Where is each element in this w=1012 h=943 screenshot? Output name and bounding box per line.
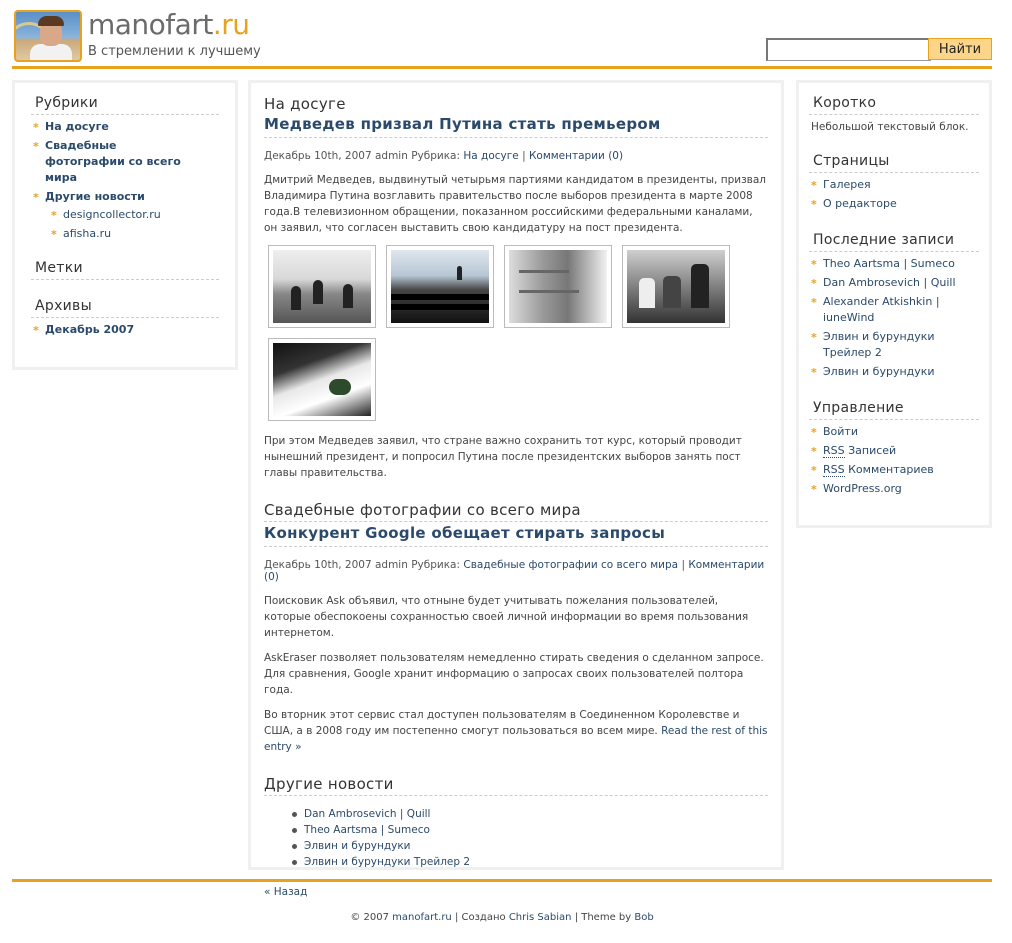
- footer-copyright: © 2007: [350, 912, 389, 923]
- footer-theme-by: | Theme by: [574, 912, 632, 923]
- recent-post-link[interactable]: Dan Ambrosevich | Quill: [823, 276, 956, 289]
- post-category-link[interactable]: Свадебные фотографии со всего мира: [463, 559, 679, 571]
- post-title-link[interactable]: Конкурент Google обещает стирать запросы: [264, 524, 666, 542]
- rubrics-title: Рубрики: [31, 95, 219, 115]
- sub-link-afisha[interactable]: afisha.ru: [63, 227, 112, 240]
- tags-widget: [31, 260, 219, 280]
- meta-separator: |: [681, 559, 685, 571]
- previous-page-link[interactable]: « Назад: [264, 886, 308, 898]
- page-link-about-editor[interactable]: О редакторе: [823, 197, 897, 210]
- rubric-link-other-news[interactable]: Другие новости: [45, 190, 145, 203]
- post-meta: [264, 559, 768, 583]
- other-news-link[interactable]: Элвин и бурундуки: [304, 840, 411, 852]
- site-name: manofart: [88, 8, 213, 41]
- wordpress-link[interactable]: WordPress.org: [823, 482, 902, 495]
- search-input[interactable]: [766, 38, 931, 61]
- post-meta-text: Декабрь 10th, 2007 admin Рубрика:: [264, 559, 461, 571]
- post-paragraph: Поисковик Ask объявил, что отныне будет учитывать пожелания пользователей, которые обеспокоены сохранностью своей личной информации во время пользования интернетом.: [264, 595, 749, 639]
- archives-widget: [31, 298, 219, 338]
- photo-image: [509, 250, 607, 323]
- rubric-link-leisure[interactable]: На досуге: [45, 120, 109, 133]
- rss-posts-link[interactable]: [823, 444, 896, 458]
- gallery-thumbnail[interactable]: [268, 245, 376, 328]
- recent-posts-widget: [809, 232, 979, 380]
- photo-image: [273, 343, 371, 416]
- post: [264, 524, 768, 755]
- header-divider: [12, 66, 992, 69]
- tags-title: Метки: [31, 260, 219, 280]
- short-text: Небольшой текстовый блок.: [811, 121, 969, 133]
- rss-comments-label: Комментариев: [848, 463, 934, 476]
- gallery-thumbnail[interactable]: [622, 245, 730, 328]
- other-news-link[interactable]: Dan Ambrosevich | Quill: [304, 808, 431, 820]
- photo-image: [627, 250, 725, 323]
- rss-posts-label: Записей: [848, 444, 897, 457]
- post-title-link[interactable]: Медведев призвал Путина стать премьером: [264, 115, 661, 133]
- archives-title: Архивы: [31, 298, 219, 318]
- rss-comments-link[interactable]: [823, 463, 934, 477]
- category-heading-other-news: Другие новости: [264, 775, 768, 796]
- left-sidebar: [12, 80, 238, 370]
- post-paragraph: При этом Медведев заявил, что стране важно сохранить тот курс, который проводит нынешний президент, и попросил Путина после президентских выборов занять пост главы правительства.: [264, 435, 742, 479]
- post-paragraph: AskEraser позволяет пользователям немедленно стирать сведения о сделанном запросе. Для сравнения, Google хранит информацию о запросах своих пользователей полтора года.: [264, 652, 764, 696]
- other-news-section: [264, 775, 768, 870]
- admin-widget: [809, 400, 979, 497]
- photo-image: [273, 250, 371, 323]
- recent-post-link[interactable]: Theo Aartsma | Sumeco: [823, 257, 955, 270]
- gallery-thumbnail[interactable]: [386, 245, 494, 328]
- read-more-link[interactable]: Read the rest of this entry »: [264, 725, 768, 753]
- recent-post-link[interactable]: Alexander Atkishkin | iuneWind: [823, 295, 940, 324]
- post-category-link[interactable]: На досуге: [463, 150, 519, 162]
- gallery-thumbnail[interactable]: [268, 338, 376, 421]
- category-heading-leisure: На досуге: [264, 95, 346, 113]
- archive-link-dec-2007[interactable]: Декабрь 2007: [45, 323, 135, 336]
- avatar-hair: [38, 16, 64, 26]
- tagline: В стремлении к лучшему: [88, 44, 261, 59]
- header: [12, 8, 992, 68]
- post-paragraph: Дмитрий Медведев, выдвинутый четырьмя партиями кандидатом в президенты, призвал Владимира Путина возглавить правительство после выборов президента в марте 2008 года.В телевизионном обращении, показанном российскими федеральными каналами, он заявил, что согласен выставить свою кандидатуру на пост президента.: [264, 174, 767, 234]
- site-title[interactable]: [88, 8, 250, 41]
- right-sidebar: [796, 80, 992, 528]
- post-meta-text: Декабрь 10th, 2007 admin Рубрика:: [264, 150, 461, 162]
- main-content: [248, 80, 784, 898]
- photo-image: [391, 250, 489, 323]
- recent-post-link[interactable]: Элвин и бурундуки: [823, 365, 935, 378]
- footer: [12, 912, 992, 923]
- recent-post-link[interactable]: Элвин и бурундуки Трейлер 2: [823, 330, 935, 359]
- footer-theme-author-link[interactable]: Bob: [634, 912, 654, 923]
- short-widget: [809, 95, 979, 133]
- avatar-shirt: [30, 44, 72, 62]
- sub-link-designcollector[interactable]: designcollector.ru: [63, 208, 161, 221]
- avatar[interactable]: [14, 10, 82, 62]
- post-comments-link[interactable]: Комментарии (0): [264, 559, 765, 583]
- rubric-link-wedding[interactable]: Свадебные фотографии со всего мира: [45, 139, 181, 184]
- gallery-thumbnail[interactable]: [504, 245, 612, 328]
- post: [264, 115, 768, 481]
- site-tld: .ru: [212, 8, 250, 41]
- post-paragraph-text: Во вторник этот сервис стал доступен пользователям в Соединенном Королевстве и США, а в 2008 году им постепенно смогут пользоваться во всем мире.: [264, 709, 740, 737]
- rubrics-widget: [31, 95, 219, 242]
- footer-author-link[interactable]: Chris Sabian: [508, 912, 572, 923]
- post-meta: [264, 150, 768, 162]
- admin-title: Управление: [809, 400, 979, 420]
- rss-abbr: RSS: [823, 444, 845, 457]
- footer-created-by: | Создано: [454, 912, 506, 923]
- short-title: Коротко: [809, 95, 979, 115]
- page-link-gallery[interactable]: Галерея: [823, 178, 871, 191]
- other-news-link[interactable]: Theo Aartsma | Sumeco: [304, 824, 430, 836]
- rss-abbr: RSS: [823, 463, 845, 476]
- pages-title: Страницы: [809, 153, 979, 173]
- footer-site-link[interactable]: manofart.ru: [392, 912, 452, 923]
- photo-gallery: [268, 245, 758, 421]
- meta-separator: |: [522, 150, 526, 162]
- recent-posts-title: Последние записи: [809, 232, 979, 252]
- footer-divider: [12, 879, 992, 882]
- post-comments-link[interactable]: Комментарии (0): [528, 150, 624, 162]
- search-button[interactable]: Найти: [928, 38, 992, 60]
- pages-widget: [809, 153, 979, 212]
- login-link[interactable]: Войти: [823, 425, 858, 438]
- other-news-link[interactable]: Элвин и бурундуки Трейлер 2: [304, 856, 471, 868]
- category-heading-wedding: Свадебные фотографии со всего мира: [264, 501, 768, 522]
- post-paragraph: [264, 707, 768, 755]
